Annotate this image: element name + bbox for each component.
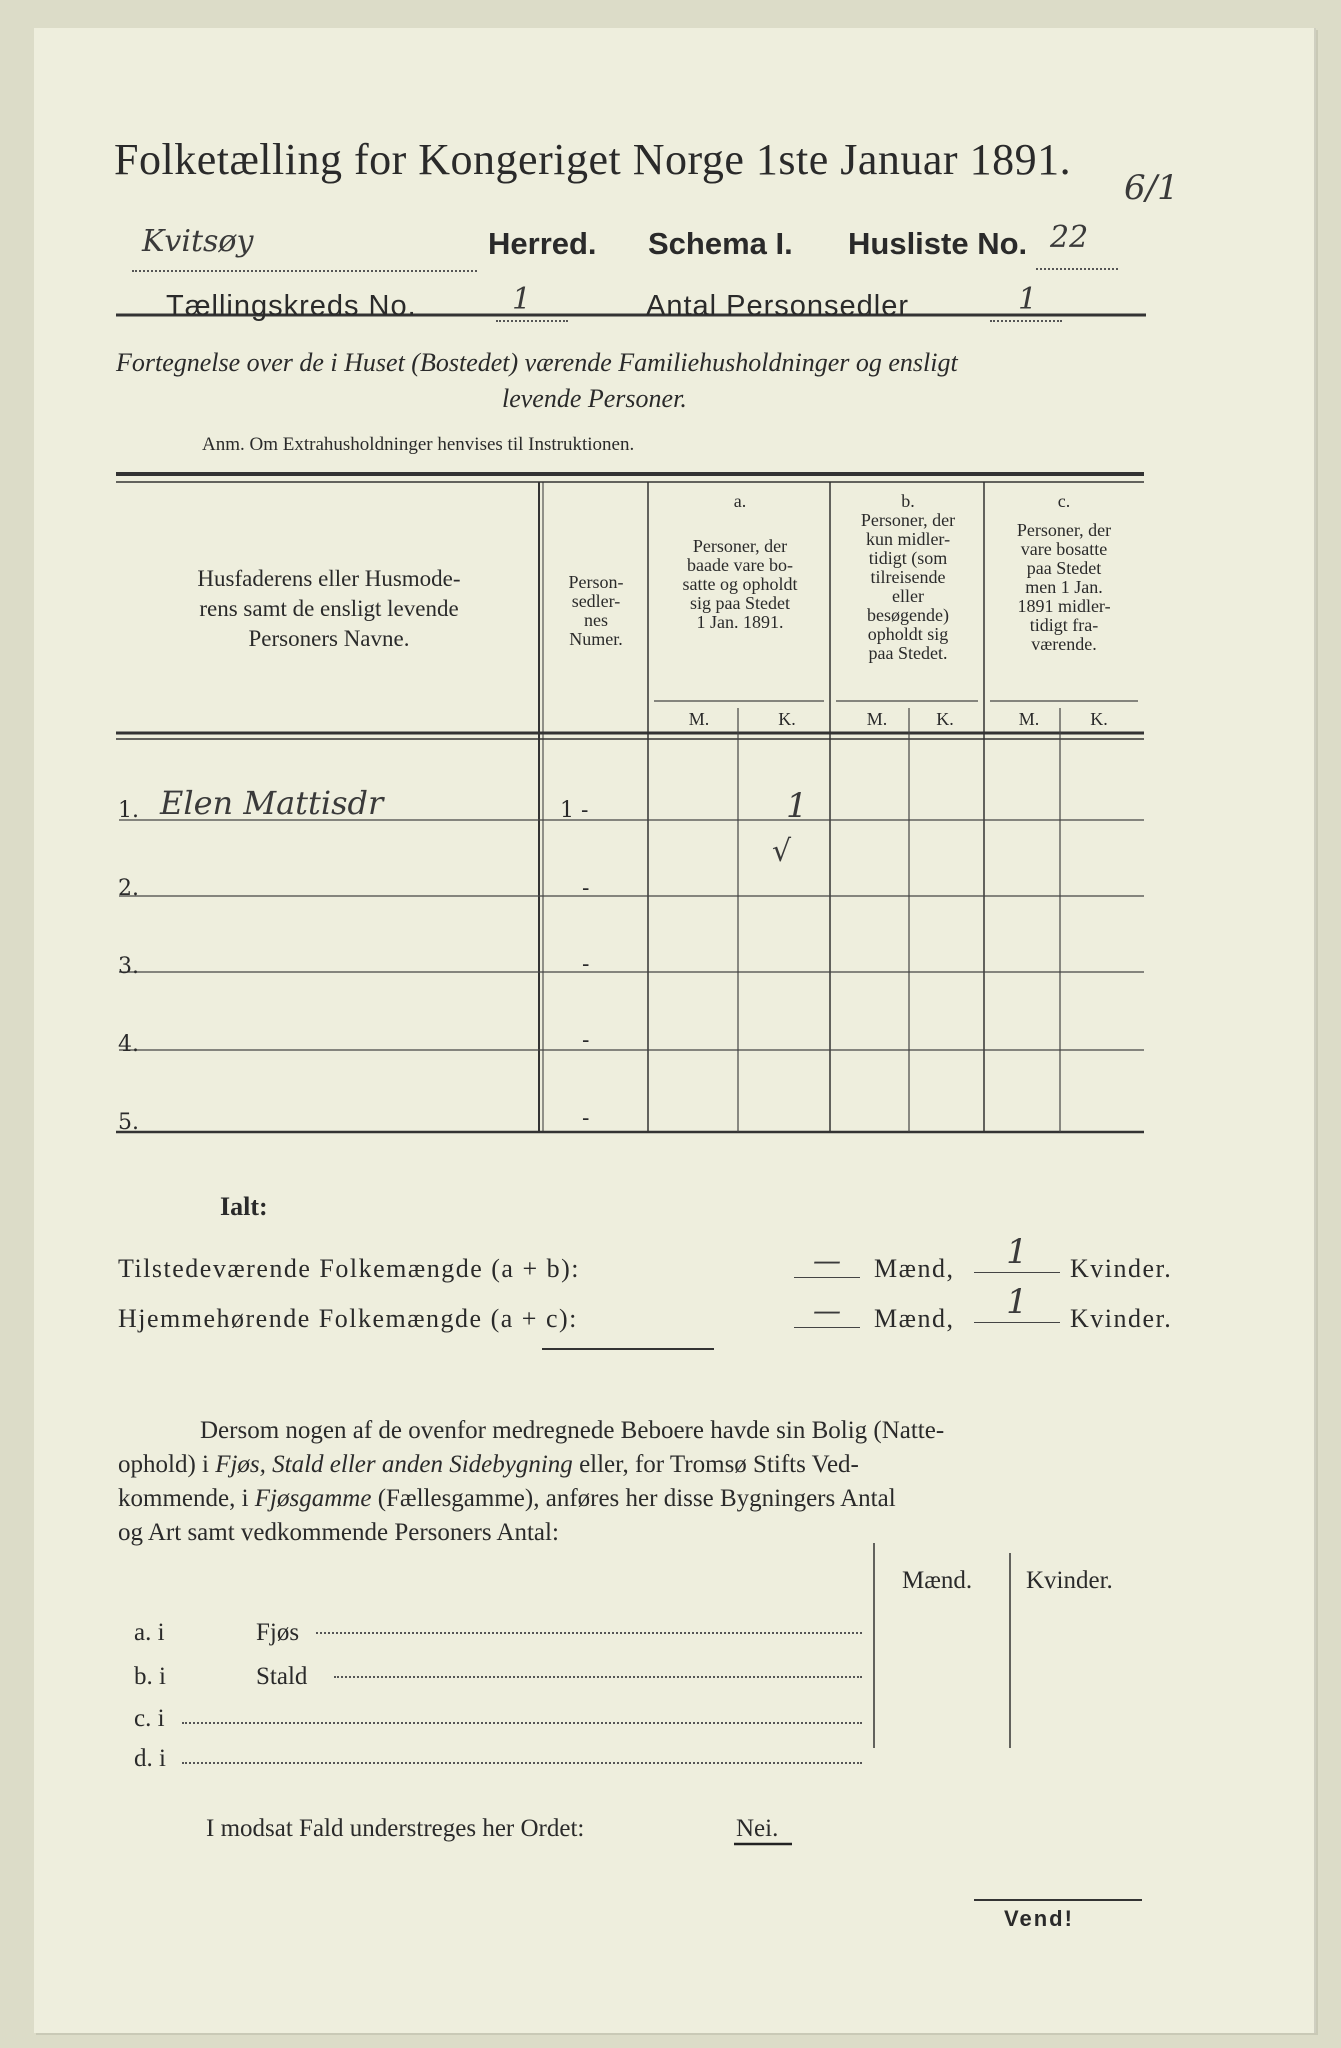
row-2-number: 2. (118, 876, 139, 901)
row-1-a-k: 1 (786, 786, 808, 826)
col-a-header: a. Personer, der baade vare bo- satte og opholdt sig paa Stedet 1 Jan. 1891. (682, 491, 798, 632)
row-4-num: - (582, 1028, 590, 1053)
total-resident-label: Hjemmehørende Folkemængde (a + c): (118, 1304, 578, 1333)
kreds-field (496, 298, 568, 322)
total-resident-women-label: Kvinder. (1070, 1304, 1173, 1333)
row-1-a-k-check: √ (772, 834, 792, 869)
building-c-letter: c. i (134, 1705, 165, 1732)
col-b-k: K. (936, 709, 954, 729)
row-3-number: 3. (118, 954, 139, 979)
antal-value: 1 (1018, 282, 1038, 317)
buildings-maend-header: Mænd. (902, 1567, 973, 1594)
antal-label: Antal Personsedler (646, 290, 910, 322)
kreds-label: Tællingskreds No. (166, 290, 417, 322)
building-a-label: Fjøs (256, 1619, 300, 1646)
kreds-no: 1 (512, 282, 532, 317)
ialt-label: Ialt: (220, 1192, 268, 1221)
total-present-label: Tilstedeværende Folkemængde (a + b): (118, 1254, 580, 1283)
building-c-dots (182, 1722, 862, 1724)
row-2-num: - (582, 876, 590, 901)
herred-name: Kvitsøy (142, 224, 254, 259)
anm-note: Anm. Om Extrahusholdninger henvises til Instruktionen. (202, 434, 635, 455)
row-3-num: - (582, 952, 590, 977)
instructions-paragraph: Dersom nogen af de ovenfor medregnede Beboere havde sin Bolig (Natte- ophold) i Fjøs, Stald eller anden Sidebygning eller, for Tromsø Stifts Ved- kommende, i Fjøsgamme (Fællesgamme), anføres her disse Bygningers Antal og Art samt vedkommende Personers Antal: (118, 1417, 945, 1546)
husliste-label: Husliste No. (848, 226, 1028, 261)
form-title: Folketælling for Kongeriget Norge 1ste Januar 1891. (114, 135, 1072, 184)
building-d-letter: d. i (134, 1745, 166, 1772)
vend-label: Vend! (1004, 1906, 1074, 1931)
building-a-dots (316, 1632, 862, 1634)
intro-line2: levende Personer. (502, 384, 687, 413)
col-b-header: b. Personer, der kun midler- tidigt (som tilreisende eller besøgende) opholdt sig paa Stedet. (860, 491, 956, 663)
row-4-number: 4. (118, 1032, 139, 1057)
total-present-men-label: Mænd, (874, 1254, 955, 1283)
col-c-header: c. Personer, der vare bosatte paa Stedet men 1 Jan. 1891 midler- tidigt fra- værende. (1016, 491, 1112, 654)
total-resident-men-label: Mænd, (874, 1304, 955, 1333)
building-a-letter: a. i (134, 1619, 165, 1646)
row-1-number: 1. (118, 798, 139, 823)
col-a-m: M. (688, 709, 710, 729)
building-b-letter: b. i (134, 1663, 166, 1690)
row-1-name: Elen Mattisdr (160, 784, 384, 822)
col-names-header: Husfaderens eller Husmode- rens samt de ensligt levende Personers Navne. (197, 566, 461, 651)
total-resident-women: 1 (974, 1282, 1060, 1323)
col-num-header: Person- sedler- nes Numer. (568, 572, 624, 649)
form-rules (34, 28, 1314, 2033)
building-b-dots (334, 1676, 862, 1678)
herred-label: Herred. (488, 226, 597, 261)
col-b-m: M. (866, 709, 888, 729)
col-c-k: K. (1090, 709, 1108, 729)
corner-note: 6/1 (1124, 168, 1179, 208)
col-c-m: M. (1018, 709, 1040, 729)
total-resident-men: — (794, 1294, 860, 1328)
schema-label: Schema I. (648, 226, 793, 261)
col-a-k: K. (778, 709, 796, 729)
total-present-women-label: Kvinder. (1070, 1254, 1173, 1283)
intro-line1: Fortegnelse over de i Huset (Bostedet) værende Familiehusholdninger og ensligt (116, 348, 958, 377)
building-d-dots (182, 1762, 862, 1764)
buildings-kvinder-header: Kvinder. (1026, 1567, 1113, 1594)
row-5-num: - (582, 1106, 590, 1131)
row-5-number: 5. (118, 1110, 139, 1135)
total-present-men: — (794, 1244, 860, 1278)
building-b-label: Stald (256, 1663, 308, 1690)
row-1-num: 1 - (560, 798, 589, 823)
total-present-women: 1 (974, 1232, 1060, 1273)
census-form (34, 28, 1316, 2033)
husliste-no: 22 (1050, 220, 1089, 255)
footer-nei: Nei. (736, 1815, 779, 1842)
footer-text: I modsat Fald understreges her Ordet: (206, 1815, 585, 1842)
